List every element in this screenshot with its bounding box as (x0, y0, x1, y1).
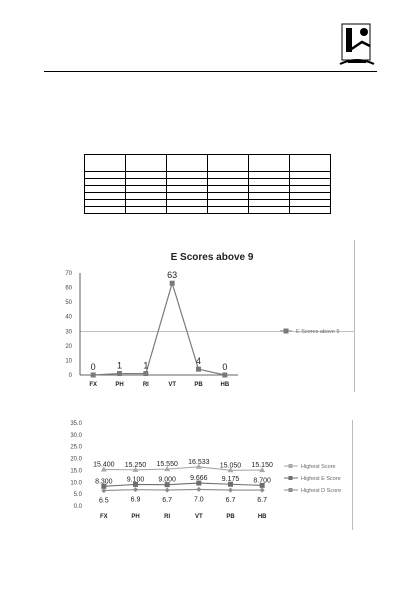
results-table (84, 154, 331, 214)
table-row (85, 186, 331, 193)
data-label: 6.7 (225, 497, 236, 505)
data-label: 15.400 (93, 461, 115, 469)
y-tick-label: 20.0 (70, 456, 82, 463)
data-label: 0 (90, 362, 96, 372)
y-tick-label: 50 (65, 300, 72, 307)
x-tick-label: PH (115, 382, 124, 388)
y-tick-label: 60 (65, 285, 72, 292)
data-label: 6.7 (162, 497, 173, 505)
y-tick-label: 15.0 (70, 468, 82, 475)
data-label: 8.300 (95, 478, 113, 486)
table-row (85, 193, 331, 200)
legend-marker (284, 329, 289, 334)
chart1-title: E Scores above 9 (170, 252, 254, 263)
data-label: 7.0 (193, 496, 204, 504)
legend-marker (289, 488, 293, 492)
x-tick-label: FX (89, 382, 98, 388)
chart2-legend (284, 464, 341, 494)
e-scores-chart (52, 240, 354, 392)
data-point (196, 367, 201, 372)
y-tick-label: 0 (68, 373, 72, 379)
legend-marker (289, 464, 293, 468)
data-label: 6.9 (130, 496, 141, 504)
data-label: 15.550 (156, 461, 178, 469)
data-point (117, 371, 122, 376)
data-label: 9.175 (221, 476, 240, 484)
data-point (228, 488, 233, 493)
data-label: 0 (222, 362, 228, 372)
x-tick-label: PB (194, 382, 203, 388)
x-tick-label: VT (194, 514, 203, 520)
data-label: 1 (143, 360, 149, 371)
y-tick-label: 0.0 (73, 504, 82, 510)
legend-label: Highest Score (301, 464, 336, 470)
chart2-frame (352, 420, 353, 530)
header-rule (44, 71, 377, 72)
data-label: 9.666 (190, 475, 208, 483)
table-row (85, 207, 331, 214)
y-tick-label: 35.0 (70, 421, 82, 427)
chart1-legend (280, 329, 339, 336)
x-tick-label: FX (99, 514, 108, 520)
data-point (222, 373, 227, 378)
data-label: 1 (116, 360, 123, 371)
table-row (85, 172, 331, 179)
data-label: 9.000 (158, 476, 176, 484)
y-tick-label: 20 (65, 343, 72, 350)
legend-label: Highest E Score (301, 476, 341, 482)
highest-scores-chart (52, 415, 352, 530)
data-label: 6.7 (257, 497, 268, 505)
y-tick-label: 30.0 (70, 432, 82, 439)
table-row (85, 179, 331, 186)
data-label: 6.5 (98, 497, 109, 505)
legend-marker (289, 476, 293, 480)
gymnast-logo (336, 20, 378, 68)
series-line (104, 489, 262, 490)
data-label: 15.050 (219, 462, 242, 470)
data-label: 16.533 (188, 458, 210, 466)
data-point (260, 488, 265, 493)
x-tick-label: VT (168, 382, 177, 388)
chart1-legend-label: E Scores above 9 (296, 329, 340, 335)
data-label: 8.700 (253, 477, 271, 485)
y-tick-label: 10.0 (70, 480, 82, 487)
x-tick-label: RI (142, 382, 149, 388)
table-row (85, 200, 331, 207)
x-tick-label: PH (131, 514, 140, 520)
x-tick-label: RI (164, 514, 171, 520)
data-label: 15.150 (251, 462, 273, 470)
data-label: 4 (195, 356, 202, 367)
data-point (133, 487, 138, 492)
data-point (196, 487, 201, 492)
series-line (90, 283, 228, 375)
x-tick-label: HB (220, 382, 230, 388)
data-point (91, 373, 96, 378)
y-tick-label: 25.0 (70, 444, 82, 451)
y-tick-label: 30 (65, 329, 72, 336)
legend-label: Highest D Score (301, 488, 342, 494)
data-label: 63 (167, 270, 178, 281)
y-tick-label: 40 (65, 314, 72, 321)
data-point (170, 281, 175, 286)
data-label: 9.100 (126, 476, 145, 484)
data-point (101, 488, 106, 493)
data-label: 15.250 (124, 461, 147, 469)
table-header-row (85, 155, 331, 172)
data-point (165, 488, 170, 493)
y-tick-label: 5.0 (73, 492, 82, 499)
y-tick-label: 10 (65, 358, 72, 365)
data-point (143, 371, 148, 376)
x-tick-label: PB (226, 514, 235, 520)
y-tick-label: 70 (65, 271, 72, 277)
series-line (104, 483, 262, 486)
x-tick-label: HB (257, 514, 267, 520)
